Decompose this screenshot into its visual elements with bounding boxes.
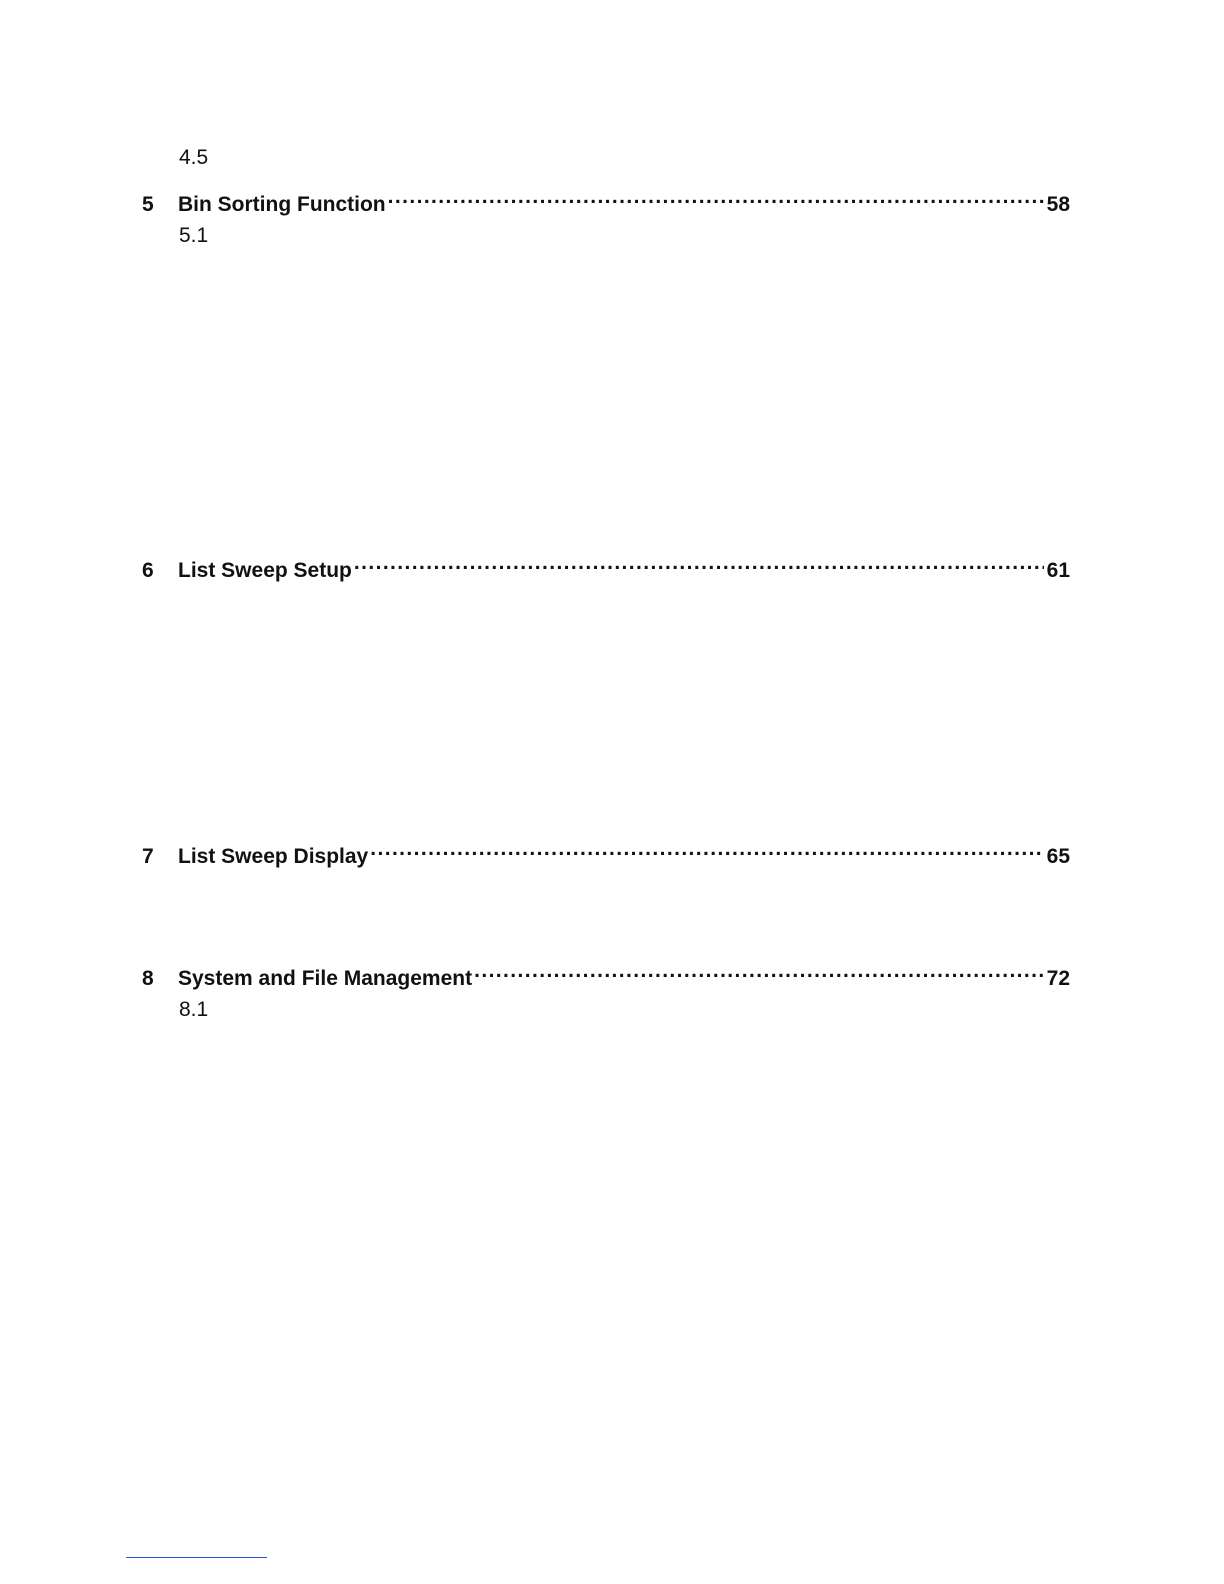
toc-page-number: 72 — [1046, 967, 1070, 990]
toc-page-number: 61 — [1046, 559, 1070, 582]
toc-chapter-title: System and File Management — [178, 967, 473, 990]
toc-chapter-number: 8 — [142, 967, 154, 990]
toc-chapter-title: Bin Sorting Function — [178, 193, 386, 216]
toc-subsection-4-5: 4.5 — [179, 146, 209, 169]
toc-entry-chapter-5[interactable] — [142, 183, 1070, 216]
toc-page-number: 65 — [1046, 845, 1070, 868]
toc-chapter-title: List Sweep Display — [178, 845, 369, 868]
toc-entry-chapter-6[interactable] — [142, 549, 1070, 582]
toc-entry-chapter-8[interactable] — [142, 957, 1070, 990]
toc-chapter-number: 6 — [142, 559, 154, 582]
toc-chapter-number: 7 — [142, 845, 154, 868]
footnote-separator-rule — [126, 1557, 267, 1558]
toc-chapter-number: 5 — [142, 193, 154, 216]
toc-entry-chapter-7[interactable] — [142, 835, 1070, 868]
toc-subsection-8-1: 8.1 — [179, 998, 209, 1021]
toc-chapter-title: List Sweep Setup — [178, 559, 352, 582]
toc-dot-leader — [354, 549, 1044, 577]
toc-dot-leader — [474, 957, 1044, 985]
toc-page-number: 58 — [1046, 193, 1070, 216]
toc-dot-leader — [370, 835, 1043, 863]
toc-dot-leader — [388, 183, 1044, 211]
toc-subsection-5-1: 5.1 — [179, 224, 209, 247]
